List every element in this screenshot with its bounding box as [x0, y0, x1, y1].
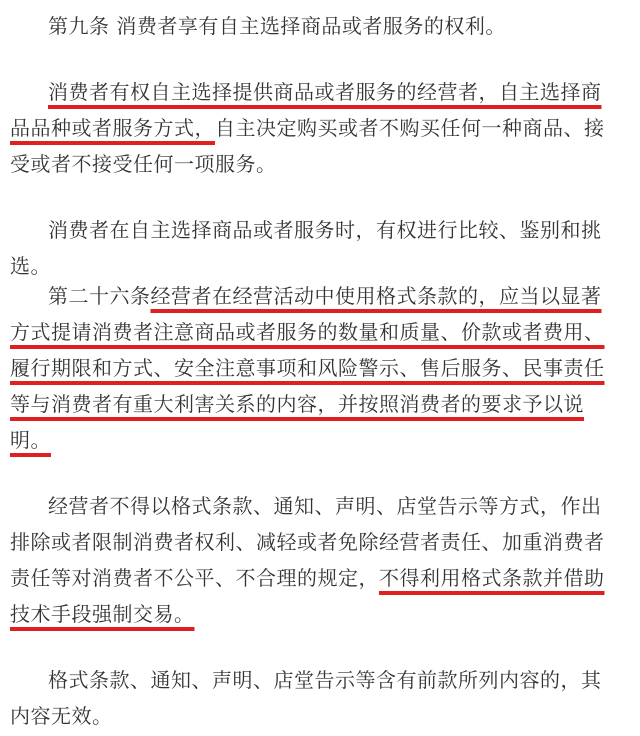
article-9-para1-line2 — [10, 108, 605, 148]
underlined-text: 品品种或者服务方式， — [10, 116, 215, 140]
underlined-text: 等与消费者有重大利害关系的内容，并按照消费者的要求予以说 — [10, 392, 584, 416]
article-26-para1-line1 — [48, 276, 602, 316]
article-26-para2-line1 — [48, 486, 602, 526]
paragraph-text: 自主决定购买或者不购买任何一种商品、接 — [215, 116, 605, 140]
article-9-title — [48, 6, 506, 46]
paragraph-text: 消费者在自主选择商品或者服务时，有权进行比较、鉴别和挑 — [48, 218, 602, 242]
underlined-text: 经营者在经营活动中使用格式条款的，应当以显著 — [150, 284, 602, 308]
article-26-para3-line2 — [10, 696, 113, 736]
article-26-para1-line3 — [10, 348, 605, 388]
underlined-text: 不得利用格式条款并借助 — [379, 566, 605, 590]
article-26-label: 第二十六条 — [48, 284, 151, 308]
article-26-para1-line2 — [10, 312, 605, 352]
article-9-para2-line2 — [10, 246, 51, 286]
paragraph-text: 选。 — [10, 254, 51, 278]
underlined-text: 履行期限和方式、安全注意事项和风险警示、售后服务、民事责任 — [10, 356, 605, 380]
paragraph-text: 格式条款、通知、声明、店堂告示等含有前款所列内容的，其 — [48, 668, 602, 692]
article-26-para2-line2 — [10, 522, 605, 562]
article-26-para1-line4 — [10, 384, 584, 424]
article-26-para3-line1 — [48, 660, 602, 700]
article-26-para1-line5 — [10, 420, 51, 460]
article-9-para1-line3 — [10, 144, 277, 184]
paragraph-text: 排除或者限制消费者权利、减轻或者免除经营者责任、加重消费者 — [10, 530, 605, 554]
article-9-para2-line1 — [48, 210, 602, 250]
article-26-para2-line4 — [10, 594, 195, 634]
article-9-title-text: 第九条 消费者享有自主选择商品或者服务的权利。 — [48, 14, 506, 38]
paragraph-text: 内容无效。 — [10, 704, 113, 728]
paragraph-text: 经营者不得以格式条款、通知、声明、店堂告示等方式，作出 — [48, 494, 602, 518]
underlined-text: 方式提请消费者注意商品或者服务的数量和质量、价款或者费用、 — [10, 320, 605, 344]
article-26-para2-line3 — [10, 558, 605, 598]
underlined-text: 明。 — [10, 428, 51, 452]
underlined-text: 技术手段强制交易。 — [10, 602, 195, 626]
underlined-text: 消费者有权自主选择提供商品或者服务的经营者，自主选择商 — [48, 80, 602, 104]
article-9-para1-line1 — [48, 72, 602, 112]
paragraph-text: 责任等对消费者不公平、不合理的规定， — [10, 566, 379, 590]
paragraph-text: 受或者不接受任何一项服务。 — [10, 152, 277, 176]
